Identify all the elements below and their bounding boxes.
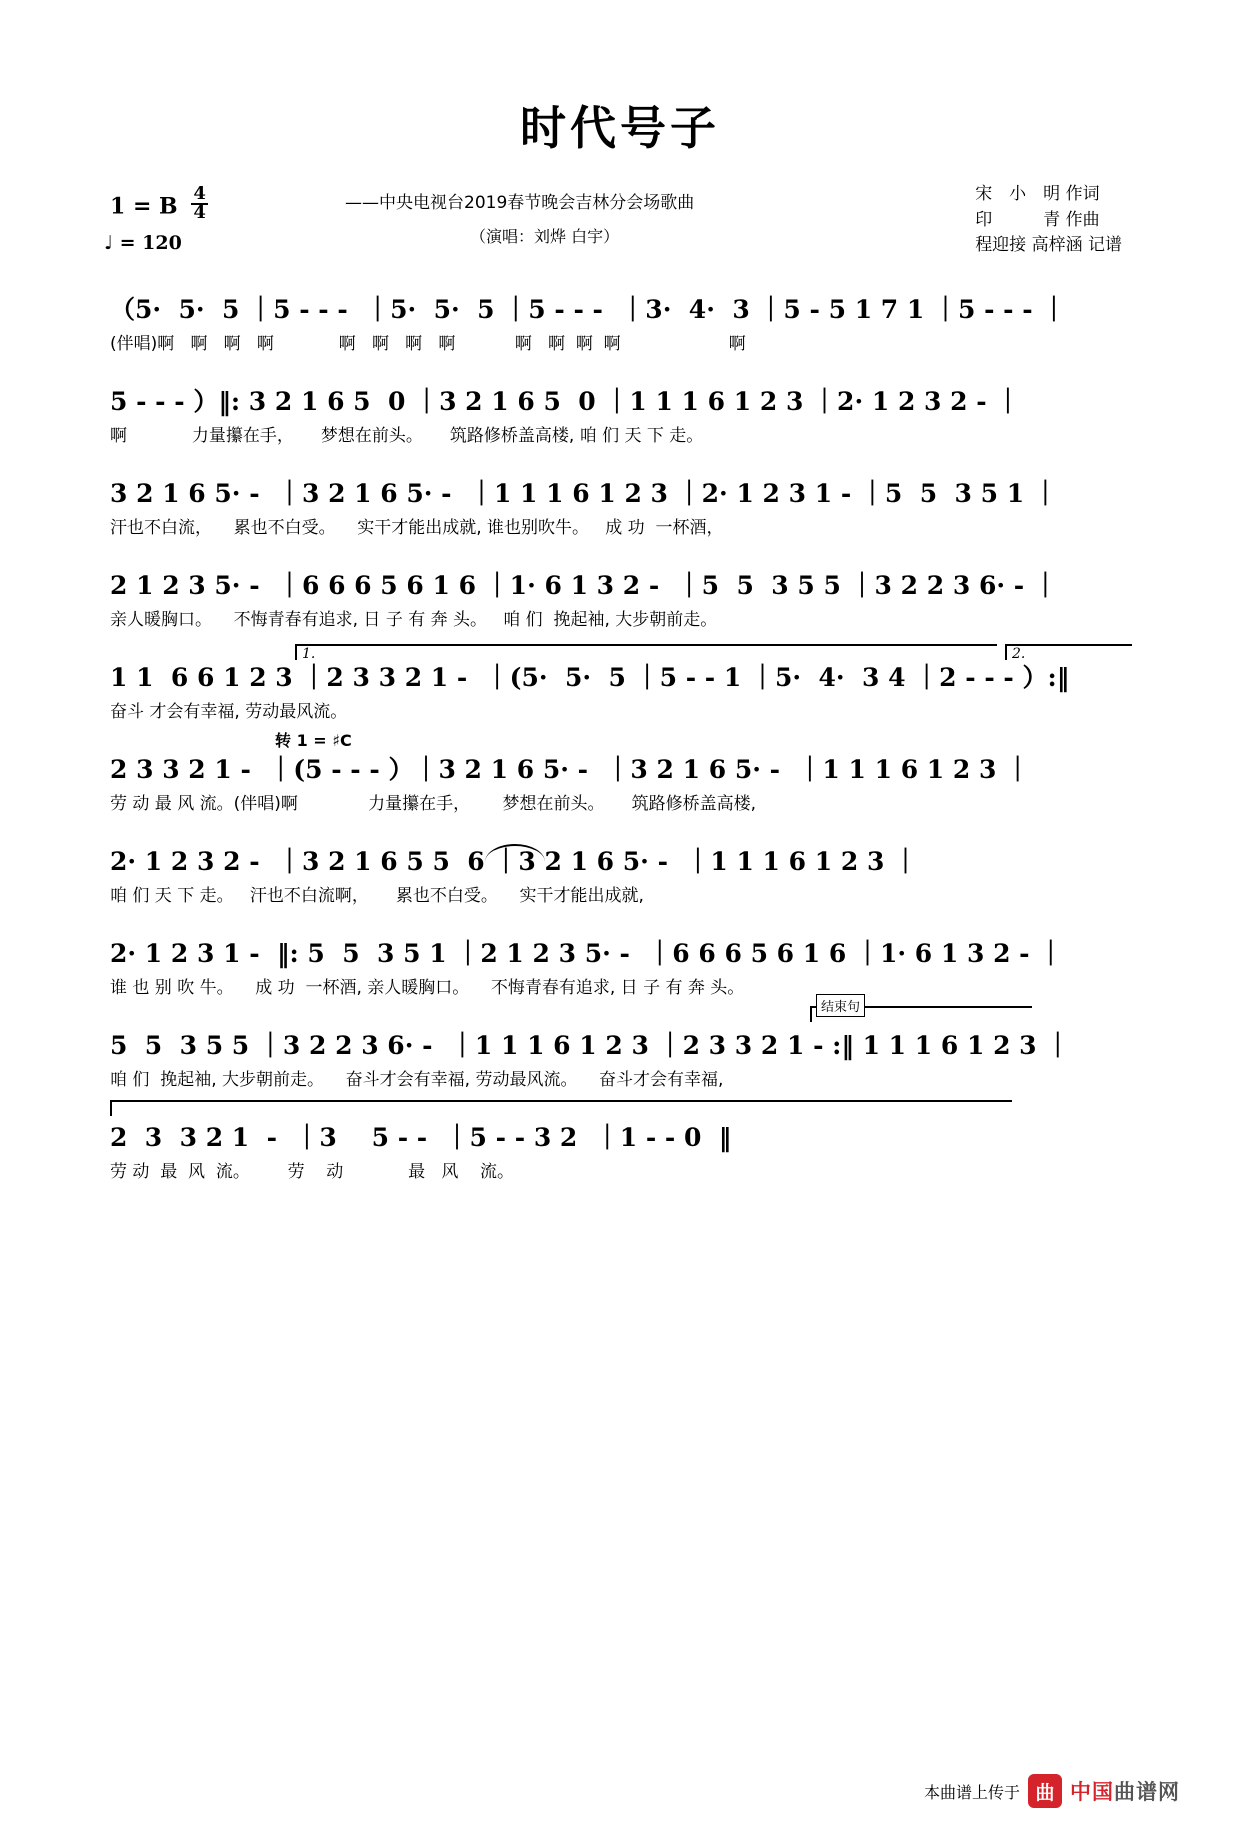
sheet-music-page xyxy=(0,92,1240,1846)
volta-1-label: 1. xyxy=(302,646,316,662)
credit-composer: 印 青 作曲 xyxy=(975,209,1100,230)
site-name-red: 中国 xyxy=(1070,1780,1114,1804)
notation-line: 1 1 6 6 1 2 3 ｜2 3 3 2 1 - ｜(5· 5· 5 ｜5 - - 1 ｜5· 4· 3 4 ｜2 - - - ）:‖ xyxy=(110,663,1070,692)
music-system-10 xyxy=(110,1118,1130,1210)
notation-line: （5· 5· 5 ｜5 - - - ｜5· 5· 5 ｜5 - - - ｜3· 4· 3 ｜5 - 5 1 7 1 ｜5 - - - ｜ xyxy=(110,295,1067,324)
notation-line: 2 3 3 2 1 - ｜(5 - - - ）｜3 2 1 6 5· - ｜3 2 1 6 5· - ｜1 1 1 6 1 2 3 ｜ xyxy=(110,755,1031,784)
lyrics-line: 汗也不白流， 累也不白受。 实干才能出成就, 谁也别吹牛。 成 功 一杯酒， xyxy=(110,518,724,538)
music-system-2 xyxy=(110,382,1130,474)
header-block xyxy=(0,180,1240,290)
notation-line: 3 2 1 6 5· - ｜3 2 1 6 5· - ｜1 1 1 6 1 2 3 ｜2· 1 2 3 1 - ｜5 5 3 5 1 ｜ xyxy=(110,479,1058,508)
notation-line: 2· 1 2 3 1 - ‖: 5 5 3 5 1 ｜2 1 2 3 5· - ｜6 6 6 5 6 1 6 ｜1· 6 1 3 2 - ｜ xyxy=(110,939,1064,968)
quarter-note-icon: ♩ xyxy=(104,232,113,254)
lyrics-line: (伴唱)啊 啊 啊 啊 啊 啊 啊 啊 啊 啊 啊 啊 啊 xyxy=(110,334,746,354)
lyrics-line: 劳 动 最 风 流。(伴唱)啊 力量攥在手， 梦想在前头。 筑路修桥盖高楼, xyxy=(110,794,756,814)
music-system-6 xyxy=(110,731,1130,842)
key-signature-text: 1 = B xyxy=(110,193,178,220)
footer-credit xyxy=(924,1774,1180,1808)
lyrics-line: 谁 也 别 吹 牛。 成 功 一杯酒, 亲人暖胸口。 不悔青春有追求, 日 子 有 奔 头。 xyxy=(110,978,745,998)
lyrics-line: 啊 力量攥在手， 梦想在前头。 筑路修桥盖高楼, 咱 们 天 下 走。 xyxy=(110,426,704,446)
lyrics-line: 劳 动 最 风 流。 劳 动 最 风 流。 xyxy=(110,1162,514,1182)
modulation-label: 转 1 = ♯C xyxy=(275,731,352,750)
notation-line: 5 5 3 5 5 ｜3 2 2 3 6· - ｜1 1 1 6 1 2 3 ｜2 3 3 2 1 - :‖ 1 1 1 6 1 2 3 ｜ xyxy=(110,1031,1071,1060)
music-system-7 xyxy=(110,842,1130,934)
notation-line: 2· 1 2 3 2 - ｜3 2 1 6 5 5 6 ｜3 2 1 6 5· - ｜1 1 1 6 1 2 3 ｜ xyxy=(110,847,919,876)
subtitle: ——中央电视台2019春节晚会吉林分会场歌曲 xyxy=(345,193,695,213)
lyrics-line: 咱 们 挽起袖, 大步朝前走。 奋斗才会有幸福, 劳动最风流。 奋斗才会有幸福, xyxy=(110,1070,724,1090)
credits-block xyxy=(975,182,1122,259)
notation-line: 2 1 2 3 5· - ｜6 6 6 5 6 1 6 ｜1· 6 1 3 2 - ｜5 5 3 5 5 ｜3 2 2 3 6· - ｜ xyxy=(110,571,1058,600)
lyrics-line: 奋斗 才会有幸福, 劳动最风流。 xyxy=(110,702,348,722)
music-system-3 xyxy=(110,474,1130,566)
notation-line: 2 3 3 2 1 - ｜3 5 - - ｜5 - - 3 2 ｜1 - - 0 ‖ xyxy=(110,1123,732,1152)
music-system-1 xyxy=(110,290,1130,382)
key-signature xyxy=(110,183,208,223)
site-name xyxy=(1070,1776,1180,1806)
time-signature-bottom: 4 xyxy=(193,201,206,223)
site-name-gray: 曲谱网 xyxy=(1114,1780,1180,1804)
performer-line: （演唱：刘烨 白宇） xyxy=(470,227,620,246)
time-signature xyxy=(191,183,208,223)
credit-lyricist: 宋 小 明 作词 xyxy=(975,184,1100,204)
music-system-5 xyxy=(110,646,1130,750)
lyrics-line: 咱 们 天 下 走。 汗也不白流啊， 累也不白受。 实干才能出成就, xyxy=(110,886,644,906)
time-signature-top: 4 xyxy=(193,183,206,204)
lyrics-line: 亲人暖胸口。 不悔青春有追求, 日 子 有 奔 头。 咱 们 挽起袖, 大步朝前走。 xyxy=(110,610,718,630)
footer-text: 本曲谱上传于 xyxy=(923,1782,1020,1802)
tempo-value: = 120 xyxy=(119,232,182,254)
page-title: 时代号子 xyxy=(520,101,720,155)
volta-1-bracket xyxy=(295,644,997,660)
final-phrase-bracket xyxy=(110,1100,1012,1116)
volta-2-label: 2. xyxy=(1012,646,1026,662)
tempo-marking xyxy=(104,232,182,254)
notation-line: 5 - - - ）‖: 3 2 1 6 5 0 ｜3 2 1 6 5 0 ｜1 1 1 6 1 2 3 ｜2· 1 2 3 2 - ｜ xyxy=(110,387,1021,416)
site-logo-icon: 曲 xyxy=(1028,1774,1062,1808)
credit-transcriber: 程迎接 高梓涵 记谱 xyxy=(975,235,1122,255)
ending-label: 结束句 xyxy=(816,994,865,1017)
